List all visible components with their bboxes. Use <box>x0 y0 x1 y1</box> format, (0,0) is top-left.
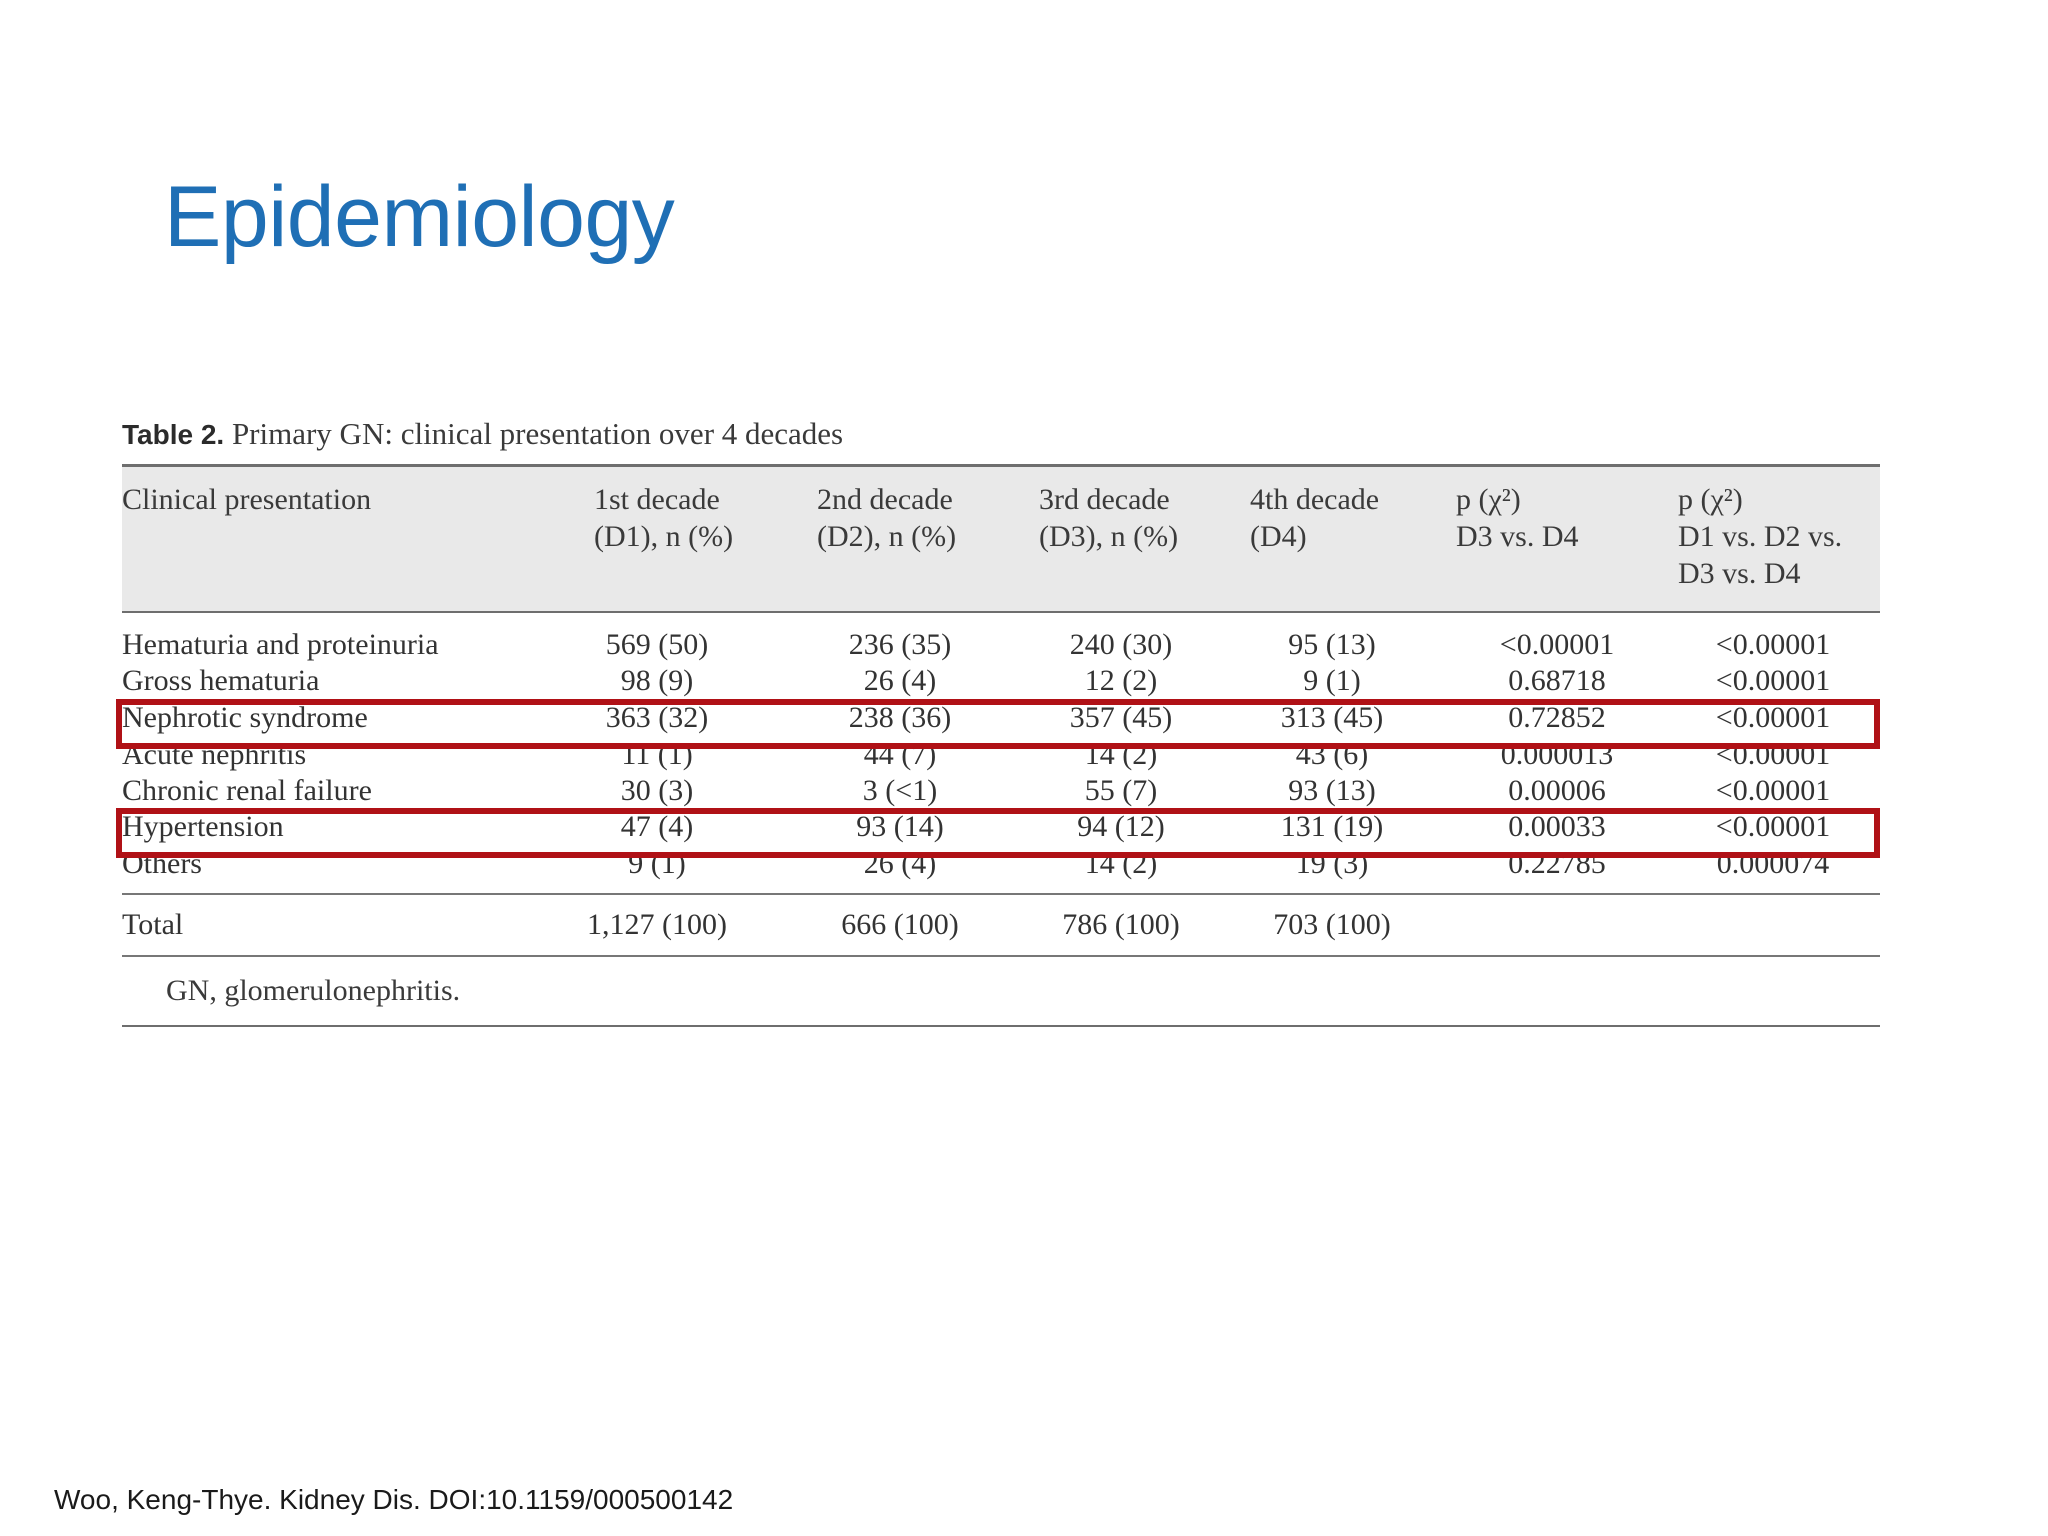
table-header <box>122 464 1880 613</box>
header-line: 1st decade <box>594 483 720 516</box>
cell-d4: 43 (6) <box>1295 738 1369 771</box>
cell-d4: 131 (19) <box>1280 810 1384 843</box>
cell-p-all-decades: 0.000074 <box>1716 847 1830 880</box>
highlight-box-hypertension <box>116 808 1880 858</box>
header-4th-decade <box>1250 481 1379 555</box>
table-caption <box>122 414 1880 464</box>
cell-d3: 14 (2) <box>1084 847 1158 880</box>
cell-label: Chronic renal failure <box>122 774 372 807</box>
header-line: 2nd decade <box>817 483 953 516</box>
table-bottom-rule <box>122 1025 1880 1027</box>
header-line: p (χ²) <box>1456 483 1521 516</box>
header-line: D3 vs. D4 <box>1678 557 1801 590</box>
cell-d4: 95 (13) <box>1288 628 1376 661</box>
slide-title: Epidemiology <box>164 169 675 265</box>
header-3rd-decade <box>1039 481 1178 555</box>
cell-d3: 12 (2) <box>1084 664 1158 697</box>
table-footnote: GN, glomerulonephritis. <box>166 974 461 1007</box>
header-p-d3-vs-d4 <box>1456 481 1579 555</box>
table-row <box>122 663 1880 699</box>
cell-label: Total <box>122 908 184 941</box>
header-line: (D2), n (%) <box>817 520 957 553</box>
header-p-all-decades <box>1678 481 1842 592</box>
cell-d2: 238 (36) <box>848 701 952 734</box>
cell-d2: 44 (7) <box>863 738 937 771</box>
cell-d1: 30 (3) <box>620 774 694 807</box>
header-clinical-presentation <box>122 481 371 518</box>
table-total <box>122 895 1880 957</box>
cell-d2: 236 (35) <box>848 628 952 661</box>
cell-p-all-decades: <0.00001 <box>1715 738 1831 771</box>
cell-d2: 93 (14) <box>856 810 944 843</box>
table-body <box>122 613 1880 895</box>
table-row <box>122 627 1880 663</box>
cell-label: Gross hematuria <box>122 664 320 697</box>
cell-d3: 240 (30) <box>1069 628 1173 661</box>
cell-p-all-decades: <0.00001 <box>1715 701 1831 734</box>
cell-d1: 98 (9) <box>620 664 694 697</box>
cell-d2: 26 (4) <box>863 664 937 697</box>
cell-d2: 3 (<1) <box>862 774 938 807</box>
table-divider <box>122 955 1880 957</box>
header-line: 3rd decade <box>1039 483 1170 516</box>
header-line: D3 vs. D4 <box>1456 520 1579 553</box>
cell-d1: 11 (1) <box>621 738 693 771</box>
header-line: p (χ²) <box>1678 483 1743 516</box>
cell-label: Hypertension <box>122 810 284 843</box>
cell-d3: 14 (2) <box>1084 738 1158 771</box>
cell-label: Hematuria and proteinuria <box>122 628 439 661</box>
cell-d2: 666 (100) <box>841 908 959 941</box>
header-line: (D4) <box>1250 520 1307 553</box>
cell-p-all-decades: <0.00001 <box>1715 810 1831 843</box>
cell-p-all-decades: <0.00001 <box>1715 774 1831 807</box>
cell-d1: 363 (32) <box>605 701 709 734</box>
cell-d4: 93 (13) <box>1288 774 1376 807</box>
table-row <box>122 773 1880 809</box>
citation: Woo, Keng-Thye. Kidney Dis. DOI:10.1159/000500142 <box>54 1484 734 1515</box>
cell-d3: 55 (7) <box>1084 774 1158 807</box>
table-caption-text: Primary GN: clinical presentation over 4 decades <box>224 416 844 451</box>
cell-p-d3-vs-d4: 0.68718 <box>1508 664 1606 697</box>
cell-d4: 9 (1) <box>1303 664 1361 697</box>
cell-p-d3-vs-d4: 0.00033 <box>1508 810 1606 843</box>
cell-d4: 703 (100) <box>1273 908 1391 941</box>
cell-label: Acute nephritis <box>122 738 307 771</box>
header-1st-decade <box>594 481 733 555</box>
table-caption-label: Table 2. <box>122 419 225 450</box>
cell-d3: 94 (12) <box>1077 810 1165 843</box>
cell-d4: 313 (45) <box>1280 701 1384 734</box>
cell-p-d3-vs-d4: 0.22785 <box>1508 847 1606 880</box>
cell-d3: 786 (100) <box>1062 908 1180 941</box>
cell-p-d3-vs-d4: <0.00001 <box>1499 628 1615 661</box>
cell-d2: 26 (4) <box>863 847 937 880</box>
cell-d4: 19 (3) <box>1295 847 1369 880</box>
cell-p-all-decades: <0.00001 <box>1715 664 1831 697</box>
cell-p-d3-vs-d4: 0.000013 <box>1500 738 1614 771</box>
cell-p-d3-vs-d4: 0.00006 <box>1508 774 1606 807</box>
header-line: 4th decade <box>1250 483 1380 516</box>
cell-p-all-decades: <0.00001 <box>1715 628 1831 661</box>
table-row-total <box>122 907 1880 943</box>
header-2nd-decade <box>817 481 956 555</box>
cell-d3: 357 (45) <box>1069 701 1173 734</box>
cell-p-d3-vs-d4: 0.72852 <box>1508 701 1606 734</box>
cell-label: Nephrotic syndrome <box>122 701 368 734</box>
cell-d1: 569 (50) <box>605 628 709 661</box>
cell-d1: 47 (4) <box>620 810 694 843</box>
header-line: (D3), n (%) <box>1039 520 1179 553</box>
header-line: D1 vs. D2 vs. <box>1678 520 1843 553</box>
cell-d1: 1,127 (100) <box>587 908 727 941</box>
cell-d1: 9 (1) <box>628 847 686 880</box>
header-line: (D1), n (%) <box>594 520 734 553</box>
highlight-box-nephrotic-syndrome <box>116 699 1880 749</box>
data-table <box>122 414 1880 1027</box>
cell-label: Others <box>122 847 202 880</box>
header-line: Clinical presentation <box>122 483 372 516</box>
